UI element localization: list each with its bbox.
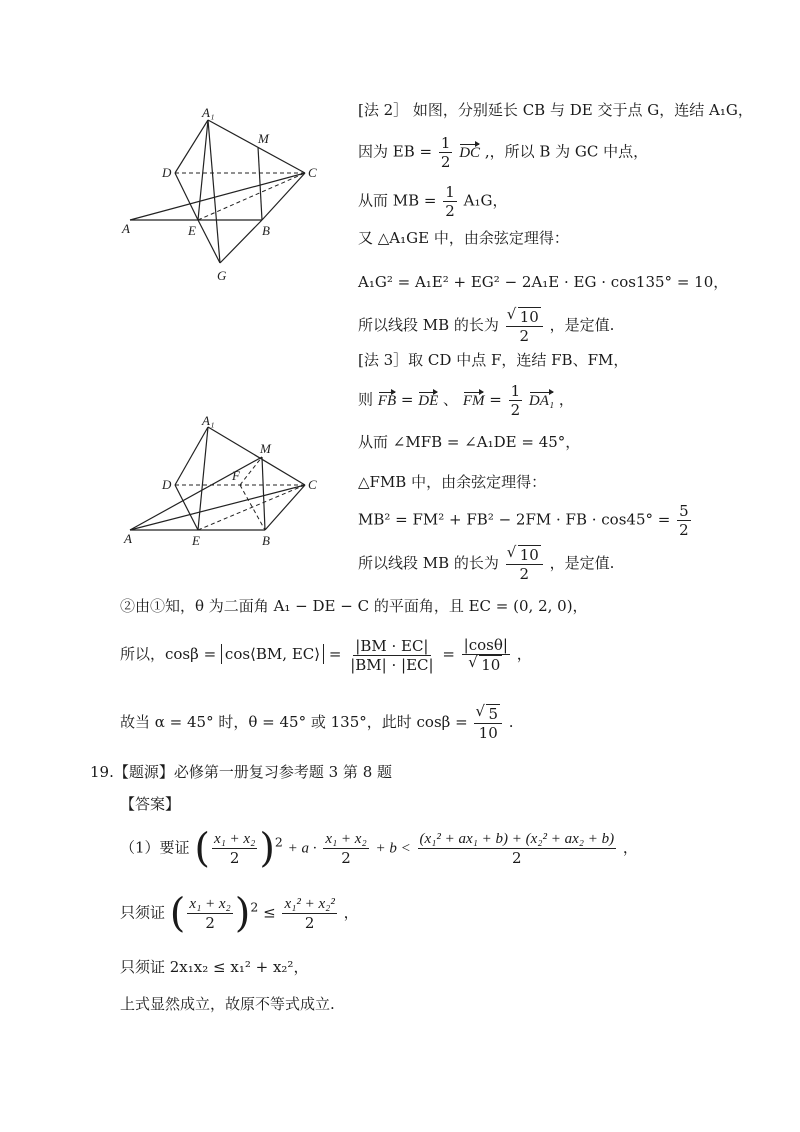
frac-den: 2 bbox=[679, 521, 689, 539]
method2-line3-frac bbox=[443, 183, 457, 220]
label-F: F bbox=[232, 468, 240, 483]
method2-line6-frac bbox=[506, 307, 543, 345]
label-E: E bbox=[192, 533, 200, 548]
frac-num: 1 bbox=[445, 183, 455, 201]
part2-line3-pre: 故当 α = 45° 时，θ = 45° 或 135°，此时 cosβ = bbox=[120, 713, 468, 731]
q19-answer-label: 【答案】 bbox=[120, 795, 181, 813]
label-A: A bbox=[122, 221, 130, 236]
q19-line1: （1）要证 ( $\frac{\text{x₁ + x₂}}{2}$ )$^2$ + a · $\frac{\text{x₁ + x₂}}{2}$ + b < $\frac{\text{(x₁² + ax₁ + b) + (x₂² + ax₂ + b)}}{2}$ ， bbox=[120, 825, 638, 872]
method2-line2 bbox=[358, 134, 648, 171]
frac-num: 5 bbox=[679, 502, 689, 520]
frac-den: 2 bbox=[440, 153, 451, 171]
frac-num: |cosθ| bbox=[463, 636, 508, 654]
separator: 、 bbox=[443, 390, 459, 409]
frac-den: 2 bbox=[519, 565, 530, 583]
frac-num: |BM · EC| bbox=[355, 636, 429, 655]
part2-line2-pre: 所以，cosβ = bbox=[120, 645, 217, 663]
edge-M-B bbox=[258, 147, 262, 220]
q19-line2-rhs-frac bbox=[282, 895, 336, 932]
method2-line2-post: ,，所以 B 为 GC 中点， bbox=[484, 142, 649, 161]
method2-line5: A₁G² = A₁E² + EG² − 2A₁E · EG · cos135° = 10， bbox=[358, 273, 729, 291]
vector-DA1: DA₁ bbox=[528, 392, 555, 409]
method2-line6 bbox=[358, 307, 614, 345]
frac-den: |BM| · |EC| bbox=[350, 655, 434, 674]
method3-line6-frac bbox=[506, 545, 543, 583]
part2-line2-frac2 bbox=[462, 636, 510, 674]
frac-den: 2 bbox=[519, 327, 530, 345]
method3-line6-pre: 所以线段 MB 的长为 bbox=[358, 554, 499, 572]
frac-den: 2 bbox=[445, 202, 455, 220]
q19-line2: 只须证 ( $\frac{\text{x₁ + x₂}}{2}$ )$^2$ ≤ $\frac{\text{x₁² + x₂²}}{2}$ ， bbox=[120, 890, 359, 937]
frac-num: x₁² + x₂² bbox=[284, 896, 335, 912]
method2-line6-post: ，是定值. bbox=[549, 316, 615, 334]
frac-den: 2 bbox=[205, 914, 215, 932]
sqrt-10: √ 10 bbox=[518, 545, 541, 564]
label-M: M bbox=[260, 441, 271, 456]
edge-E-C-dashed bbox=[198, 485, 305, 530]
method2-line2-pre: 因为 EB = bbox=[358, 142, 433, 161]
method2-line6-pre: 所以线段 MB 的长为 bbox=[358, 316, 499, 334]
frac-den: 2 bbox=[341, 849, 351, 867]
paren-close: ) bbox=[234, 890, 251, 937]
method2-line4: 又 △A₁GE 中，由余弦定理得： bbox=[358, 229, 569, 247]
method3-line1: [法 3］取 CD 中点 F，连结 FB、FM， bbox=[358, 351, 629, 369]
part2-line1: ②由①知，θ 为二面角 A₁ − DE − C 的平面角，且 EC = (0, 2, 0)， bbox=[120, 597, 588, 615]
q19-line2-lhs-frac bbox=[187, 895, 232, 932]
q19-line4: 上式显然成立，故原不等式成立. bbox=[120, 995, 335, 1013]
method2-line3-pre: 从而 MB = bbox=[358, 191, 437, 210]
paren-open: ( bbox=[194, 825, 210, 872]
part2-line2-frac1 bbox=[348, 637, 435, 674]
q19-line1-mid-frac bbox=[323, 830, 368, 867]
method3-line5 bbox=[358, 502, 693, 539]
q19-header: 19.【题源】必修第一册复习参考题 3 第 8 题 bbox=[90, 763, 393, 781]
edge-F-M-dashed bbox=[240, 457, 262, 485]
frac-den: 2 bbox=[512, 849, 522, 867]
abs-cos-angle: cos⟨BM, EC⟩ bbox=[221, 644, 324, 664]
edge-A-M bbox=[130, 457, 262, 530]
label-C: C bbox=[308, 165, 317, 180]
label-A1: A₁ bbox=[202, 415, 215, 428]
q19-line1-rhs-frac bbox=[418, 830, 617, 867]
edge-A1-C bbox=[208, 427, 305, 485]
edge-A1-C bbox=[208, 120, 305, 173]
q19-line1-mid: + a · bbox=[287, 840, 317, 857]
method3-line3: 从而 ∠MFB = ∠A₁DE = 45°， bbox=[358, 433, 581, 451]
figure-1-diagram bbox=[120, 105, 330, 290]
q19-line2-post: ， bbox=[343, 903, 359, 922]
part2-line3-post: . bbox=[508, 713, 514, 731]
edge-G-B bbox=[220, 220, 262, 263]
label-A1: A₁ bbox=[202, 105, 215, 120]
edge-A-C bbox=[130, 173, 305, 220]
label-D: D bbox=[162, 477, 172, 492]
frac-num: x₁ + x₂ bbox=[325, 831, 367, 847]
frac-den: 2 bbox=[229, 849, 240, 867]
frac-num: x₁ + x₂ bbox=[189, 896, 231, 912]
edge-A1-G bbox=[208, 120, 220, 263]
part2-line2: 所以，cosβ = cos⟨BM, EC⟩ = $\frac{|BM \cdot EC|}{|BM| \cdot |EC|}$ = |cosθ| √ 10 ， bbox=[120, 636, 532, 674]
frac-den: 2 bbox=[510, 401, 521, 419]
frac-den: 2 bbox=[304, 914, 315, 932]
method3-line5-pre: MB² = FM² + FB² − 2FM · FB · cos45° = bbox=[358, 510, 671, 529]
label-A: A bbox=[124, 531, 132, 546]
q19-line1-plusb: + b < bbox=[375, 840, 411, 857]
frac-num: 1 bbox=[440, 134, 451, 152]
method3-line2-post: ， bbox=[558, 390, 574, 409]
label-C: C bbox=[308, 477, 317, 492]
q19-line1-post: ， bbox=[622, 838, 638, 857]
q19-line2-le: ≤ bbox=[263, 903, 276, 922]
edge-B-C bbox=[262, 173, 305, 220]
method3-line6 bbox=[358, 545, 614, 583]
q19-line3: 只须证 2x₁x₂ ≤ x₁² + x₂²， bbox=[120, 958, 309, 976]
paren-open: ( bbox=[169, 890, 186, 937]
frac-num: (x₁² + ax₁ + b) + (x₂² + ax₂ + b) bbox=[419, 831, 615, 847]
sqrt-5: √ 5 bbox=[486, 704, 500, 723]
vector-FB: FB bbox=[377, 392, 397, 409]
part2-line3 bbox=[120, 704, 514, 742]
frac-num: 1 bbox=[510, 382, 521, 400]
paren-close: ) bbox=[259, 825, 275, 872]
label-E: E bbox=[188, 223, 196, 238]
method3-line4: △FMB 中，由余弦定理得： bbox=[358, 473, 547, 491]
sqrt-10: √ 10 bbox=[518, 307, 541, 326]
label-B: B bbox=[262, 223, 270, 238]
q19-line2-pre: 只须证 bbox=[120, 903, 166, 922]
edge-A1-E bbox=[198, 120, 208, 220]
method2-line3 bbox=[358, 183, 507, 220]
label-M: M bbox=[258, 131, 269, 146]
method2-line1: [法 2］ 如图，分别延长 CB 与 DE 交于点 G，连结 A₁G， bbox=[358, 101, 753, 119]
q19-line1-pre: （1）要证 bbox=[120, 838, 190, 857]
method3-line5-frac bbox=[677, 502, 691, 539]
method3-line2-frac bbox=[509, 382, 523, 419]
vector-DE: DE bbox=[418, 392, 439, 409]
sqrt-10: √ 10 bbox=[479, 655, 502, 674]
method2-line3-post: A₁G， bbox=[463, 191, 508, 210]
edge-A-C bbox=[130, 485, 305, 530]
label-D: D bbox=[162, 165, 172, 180]
edge-D-E bbox=[175, 173, 198, 220]
figure-2-diagram bbox=[120, 415, 330, 550]
method3-line6-post: ，是定值. bbox=[549, 554, 615, 572]
vector-FM: FM bbox=[462, 392, 485, 409]
edge-D-E bbox=[175, 485, 198, 530]
part2-line3-frac bbox=[474, 704, 502, 742]
q19-line1-lhs-frac bbox=[212, 830, 257, 867]
method3-line2: 则 FB = DE 、 FM = $\frac{1}{2}$ DA₁ ， bbox=[358, 382, 574, 419]
frac-num: x₁ + x₂ bbox=[213, 831, 256, 847]
label-B: B bbox=[262, 533, 270, 548]
vector-DC: DC bbox=[459, 144, 481, 161]
method3-line2-pre: 则 bbox=[358, 390, 374, 409]
method2-line2-frac bbox=[439, 134, 453, 171]
frac-den: 10 bbox=[478, 724, 498, 742]
label-G: G bbox=[217, 268, 227, 283]
edge-M-B bbox=[262, 457, 265, 530]
edge-B-C bbox=[265, 485, 305, 530]
